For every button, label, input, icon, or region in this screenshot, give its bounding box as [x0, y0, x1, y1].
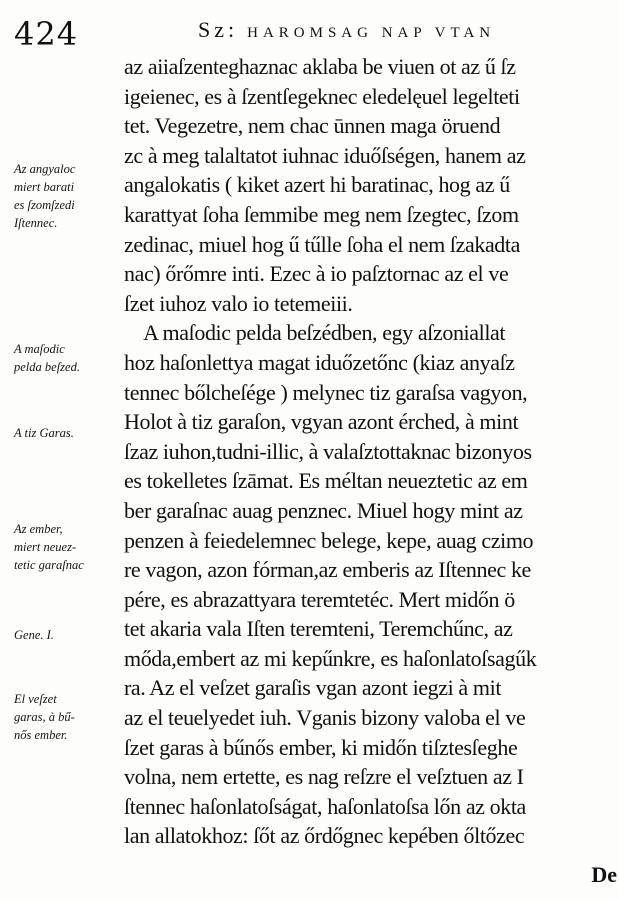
- margin-note-genesis: [14, 626, 126, 644]
- text-line: ra. Az el veſzet garaſis vgan azont iegzi à mit: [124, 675, 502, 701]
- margin-note-angels: [14, 160, 126, 232]
- margin-note-line: Az ember,: [14, 522, 63, 536]
- text-line: hoz haſonlettya magat iduőzetőnc (kiaz anyaſz: [124, 349, 515, 375]
- margin-note-line: miert neuez-: [14, 540, 77, 554]
- catchword: De: [591, 862, 617, 887]
- text-line: tennec bőlcheſége ) melynec tiz garaſsa vagyon,: [124, 379, 528, 405]
- text-line: tet akaria vala Iſten teremteni, Teremchűnc, az: [124, 616, 513, 642]
- margin-note-line: A maſodic: [14, 342, 65, 356]
- text-line: ſzaz iuhon,tudni-illic, à valaſztottaknac bizonyos: [124, 438, 532, 464]
- running-head-title: HAROMSAG NAP VTAN: [247, 25, 496, 41]
- text-line: lan allatokhoz: ſőt az őrdőgnec kepében őltőzec: [124, 823, 525, 849]
- margin-note-line: Az angyaloc: [14, 162, 76, 176]
- margin-note-line: Iſtennec.: [14, 216, 58, 230]
- text-line: pére, es abrazattyara teremtetéc. Mert midőn ö: [124, 586, 515, 612]
- margin-note-line: Gene. I.: [14, 628, 54, 642]
- body-text: [124, 52, 619, 851]
- text-line: zc à meg talaltatot iuhnac iduőſségen, hanem az: [124, 142, 526, 168]
- margin-note-line: pelda beſzed.: [14, 360, 80, 374]
- margin-note-man-coin: [14, 520, 126, 574]
- text-line: nac) őrőmre inti. Ezec à io paſztornac az el ve: [124, 261, 509, 287]
- text-line: penzen à feiedelemnec belege, kepe, auag czimo: [124, 527, 534, 553]
- margin-note-line: A tiz Garas.: [14, 426, 74, 440]
- running-head: [198, 18, 495, 45]
- text-line: volna, nem ertette, es nag reſzre el veſztuen az I: [124, 764, 524, 790]
- margin-note-line: nős ember.: [14, 728, 68, 742]
- text-line: angalokatis ( kiket azert hi baratinac, hog az ű: [124, 172, 510, 198]
- margin-note-ten-coins: [14, 424, 126, 442]
- text-line: ber garaſnac auag penznec. Miuel hogy mint az: [124, 497, 523, 523]
- text-line: zedinac, miuel hog ű tűlle ſoha el nem ſzakadta: [124, 231, 520, 257]
- text-line: ſzet garas à bűnős ember, ki midőn tiſztesſeghe: [124, 734, 518, 760]
- margin-note-line: es ſzomſzedi: [14, 198, 75, 212]
- running-head-lead: Sz:: [198, 17, 239, 42]
- text-line: karattyat ſoha ſemmibe meg nem ſzegtec, ſzom: [124, 201, 519, 227]
- text-line: Holot à tiz garaſon, vgyan azont érched, à mint: [124, 409, 519, 435]
- text-line: re vagon, azon fórman,az emberis az Iſtennec ke: [124, 557, 531, 583]
- margin-note-line: El veſzet: [14, 692, 57, 706]
- margin-note-line: garas, à bű-: [14, 710, 75, 724]
- margin-note-lost-coin: [14, 690, 126, 744]
- text-line: ſtennec haſonlatoſságat, haſonlatoſsa lőn az okta: [124, 793, 526, 819]
- text-line: igeienec, es à ſzentſegeknec eledelęuel legelteti: [124, 83, 520, 109]
- page-number: 424: [14, 15, 79, 53]
- text-line: ſzet iuhoz valo io tetemeiii.: [124, 290, 353, 316]
- margin-note-second-parable: [14, 340, 126, 376]
- text-line: mőda,embert az mi kepűnkre, es haſonlatoſsagűk: [124, 645, 537, 671]
- text-line: es tokelletes ſzāmat. Es méltan neueztetic az em: [124, 468, 528, 494]
- text-line: az el teuelyedet iuh. Vganis bizony valoba el ve: [124, 705, 526, 731]
- text-line: A maſodic pelda beſzédben, egy aſzoniallat: [124, 320, 506, 346]
- text-line: tet. Vegezetre, nem chac ūnnen maga öruend: [124, 113, 501, 139]
- text-line: az aiiaſzenteghaznac aklaba be viuen ot az ű ſz: [124, 54, 516, 79]
- margin-note-line: miert barati: [14, 180, 75, 194]
- margin-note-line: tetic garaſnac: [14, 558, 84, 572]
